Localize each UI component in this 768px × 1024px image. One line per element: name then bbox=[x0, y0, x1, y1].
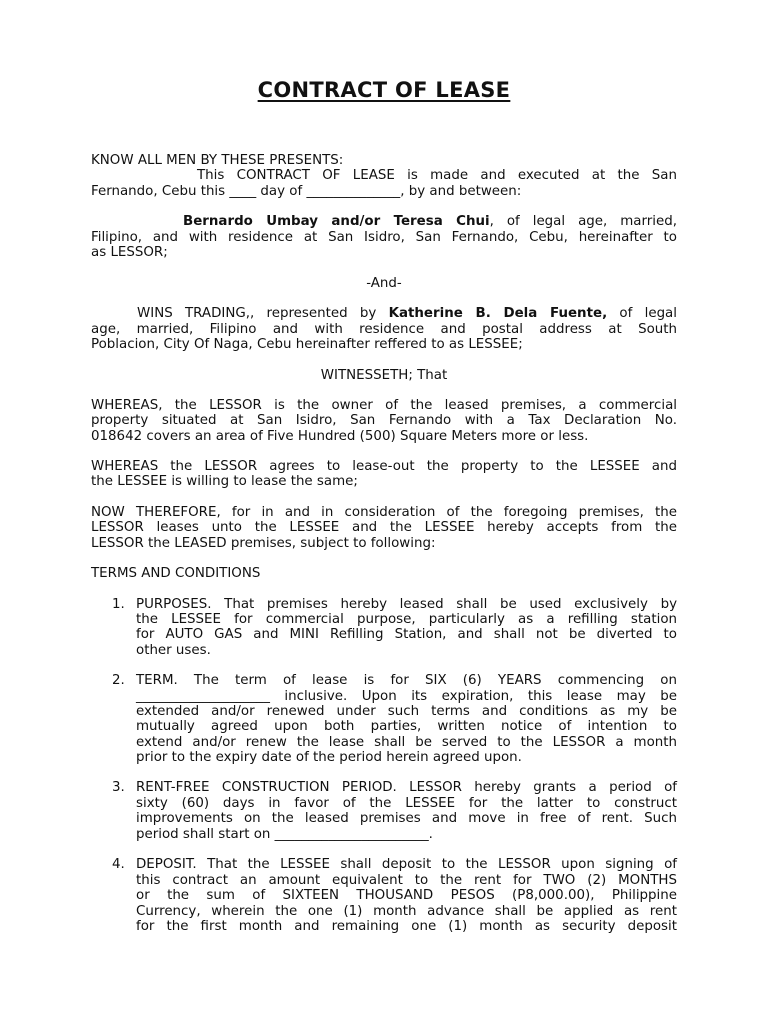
lessor-line-3: as LESSOR; bbox=[91, 245, 168, 260]
now-therefore-line-3: LESSOR the LEASED premises, subject to following: bbox=[91, 536, 436, 551]
whereas1-line-3: 018642 covers an area of Five Hundred (500) Square Meters more or less. bbox=[91, 429, 589, 444]
lessee-line-3: Poblacion, City Of Naga, Cebu hereinafter reffered to as LESSEE; bbox=[91, 337, 523, 352]
intro-line-2: This CONTRACT OF LEASE is made and executed at the San bbox=[197, 168, 677, 183]
lessor-name: Bernardo Umbay and/or Teresa Chui bbox=[183, 214, 490, 229]
document-page bbox=[91, 0, 677, 1024]
witnesseth-heading: WITNESSETH; That bbox=[320, 368, 448, 383]
item-number: 2. bbox=[112, 673, 125, 688]
whereas1-line-2: property situated at San Isidro, San Fernando with a Tax Declaration No. bbox=[91, 413, 677, 428]
document-title: CONTRACT OF LEASE bbox=[257, 78, 511, 102]
item-2-line-4: mutually agreed upon both parties, written notice of intention to bbox=[136, 719, 677, 734]
intro-line-3: Fernando, Cebu this ____ day of ______________, by and between: bbox=[91, 184, 522, 199]
lessee-line-1-a: WINS TRADING,, represented by bbox=[137, 306, 389, 321]
item-2-line-2: ____________________ inclusive. Upon its expiration, this lease may be bbox=[136, 689, 677, 704]
item-2-line-3: extended and/or renewed under such terms and conditions as my be bbox=[136, 704, 677, 719]
lessee-line-2: age, married, Filipino and with residence and postal address at South bbox=[91, 322, 677, 337]
lessee-line-1 bbox=[91, 306, 677, 322]
item-1-line-4: other uses. bbox=[136, 643, 211, 658]
item-3-line-1 bbox=[91, 780, 677, 796]
item-3-line-2: sixty (60) days in favor of the LESSEE for the latter to construct bbox=[136, 796, 677, 811]
item-text: RENT-FREE CONSTRUCTION PERIOD. LESSOR hereby grants a period of bbox=[136, 780, 677, 795]
lessor-line-1-rest: , of legal age, married, bbox=[489, 214, 677, 229]
item-4-line-3: or the sum of SIXTEEN THOUSAND PESOS (P8,000.00), Philippine bbox=[136, 888, 677, 903]
item-4-line-2: this contract an amount equivalent to the rent for TWO (2) MONTHS bbox=[136, 873, 677, 888]
item-3-line-3: improvements on the leased premises and move in free of rent. Such bbox=[136, 811, 677, 826]
item-4-line-5: for the first month and remaining one (1) month as security deposit bbox=[136, 919, 677, 934]
item-number: 4. bbox=[112, 857, 125, 872]
item-1-line-3: for AUTO GAS and MINI Refilling Station, and shall not be diverted to bbox=[136, 627, 677, 642]
whereas2-line-2: the LESSEE is willing to lease the same; bbox=[91, 474, 358, 489]
whereas1-line-1: WHEREAS, the LESSOR is the owner of the leased premises, a commercial bbox=[91, 398, 677, 413]
now-therefore-line-2: LESSOR leases unto the LESSEE and the LESSEE hereby accepts from the bbox=[91, 520, 677, 535]
lessee-name: Katherine B. Dela Fuente, bbox=[388, 306, 608, 321]
terms-heading: TERMS AND CONDITIONS bbox=[91, 566, 261, 581]
lessor-line-2: Filipino, and with residence at San Isidro, San Fernando, Cebu, hereinafter to bbox=[91, 230, 677, 245]
item-4-line-1 bbox=[91, 857, 677, 873]
lessee-line-1-b: of legal bbox=[607, 306, 677, 321]
item-2-line-6: prior to the expiry date of the period herein agreed upon. bbox=[136, 750, 522, 765]
item-1-line-2: the LESSEE for commercial purpose, particularly as a refilling station bbox=[136, 612, 677, 627]
item-number: 1. bbox=[112, 597, 125, 612]
whereas2-line-1: WHEREAS the LESSOR agrees to lease-out the property to the LESSEE and bbox=[91, 459, 677, 474]
item-text: TERM. The term of lease is for SIX (6) YEARS commencing on bbox=[136, 673, 677, 688]
item-number: 3. bbox=[112, 780, 125, 795]
item-text: DEPOSIT. That the LESSEE shall deposit to the LESSOR upon signing of bbox=[136, 857, 677, 872]
item-4-line-4: Currency, wherein the one (1) month advance shall be applied as rent bbox=[136, 904, 677, 919]
item-2-line-5: extend and/or renew the lease shall be served to the LESSOR a month bbox=[136, 735, 677, 750]
and-separator: -And- bbox=[366, 276, 402, 291]
now-therefore-line-1: NOW THEREFORE, for in and in consideration of the foregoing premises, the bbox=[91, 505, 677, 520]
item-3-line-4: period shall start on _______________________. bbox=[136, 827, 433, 842]
lessor-line-1 bbox=[91, 214, 677, 230]
intro-line-1: KNOW ALL MEN BY THESE PRESENTS: bbox=[91, 153, 344, 168]
item-text: PURPOSES. That premises hereby leased shall be used exclusively by bbox=[136, 597, 677, 612]
item-1-line-1 bbox=[91, 597, 677, 613]
item-2-line-1 bbox=[91, 673, 677, 689]
